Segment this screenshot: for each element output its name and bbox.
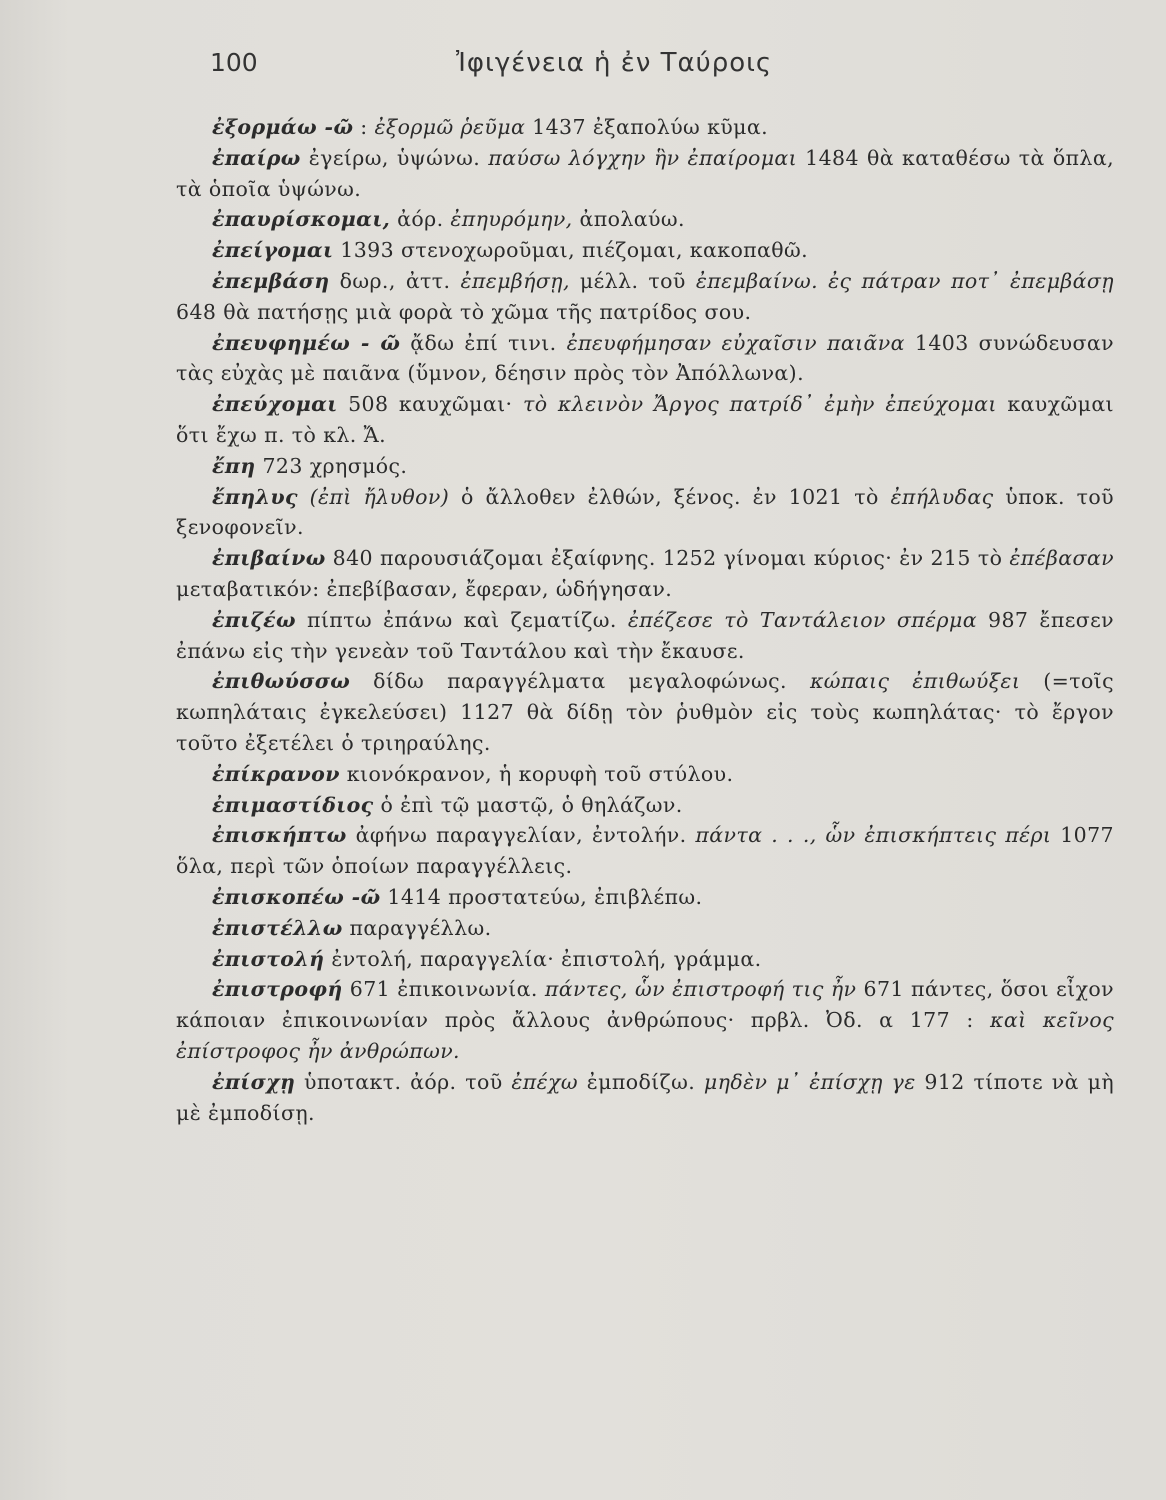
entry-text: μεταβατικόν: ἐπεβίβασαν, ἔφεραν, ὡδήγησαν.: [176, 576, 673, 601]
glossary-entry: [176, 389, 1114, 451]
entry-text: :: [353, 115, 375, 139]
entry-headword: ἐπίκρανον: [212, 761, 340, 786]
entry-text: 912 τίποτε νὰ μὴ μὲ ἐμποδίσῃ.: [176, 1069, 1115, 1125]
glossary-entry: [176, 266, 1114, 328]
entry-citation: ἐξορμῶ ῥεῦμα: [374, 115, 526, 139]
entry-text: 648 θὰ πατήσῃς μιὰ φορὰ τὸ χῶμα τῆς πατρίδος σου.: [176, 299, 752, 324]
entry-citation: (ἐπὶ ἤλυθον): [309, 484, 450, 509]
entry-citation: ἐπεμβαίνω. ἐς πάτραν ποτ᾽ ἐπεμβάσῃ: [695, 268, 1114, 293]
entry-text: ἀόρ.: [390, 207, 451, 232]
entry-text: 1403 συνώδευσαν τὰς εὐχὰς μὲ παιᾶνα (ὕμνον, δέησιν πρὸς τὸν Ἀπόλλωνα).: [176, 330, 1115, 386]
entry-headword: ἐπαίρω: [212, 145, 301, 170]
glossary-entry: [176, 451, 1114, 482]
entry-text: ἀφήνω παραγγελίαν, ἐντολήν.: [346, 823, 696, 848]
entry-text: παραγγέλλω.: [342, 915, 492, 940]
entry-text: ἐμποδίζω.: [577, 1069, 704, 1094]
entry-text: ἐγείρω, ὑψώνω.: [300, 145, 489, 170]
glossary-text: [176, 112, 1114, 1128]
entry-text: δωρ., ἀττ.: [329, 268, 461, 293]
entry-text: δίδω παραγγέλματα μεγαλοφώνως.: [350, 669, 810, 694]
entry-headword: ἐπαυρίσκομαι,: [212, 207, 391, 232]
glossary-entry: [176, 1067, 1114, 1129]
entry-text: [298, 485, 310, 509]
entry-text: 1437 ἐξαπολύω κῦμα.: [525, 115, 769, 139]
glossary-entry: [176, 143, 1114, 205]
entry-headword: ἐπιβαίνω: [212, 546, 326, 571]
entry-citation: ἐπεμβήσῃ,: [460, 268, 570, 293]
glossary-entry: [176, 944, 1114, 975]
page-header: [210, 48, 1110, 88]
entry-headword: ἐπίσχῃ: [212, 1069, 296, 1094]
entry-headword: ἔπηλυς: [212, 484, 298, 509]
glossary-entry: [176, 543, 1114, 605]
entry-headword: ἐπεμβάση: [212, 268, 330, 293]
entry-citation: ἐπέβασαν: [1009, 546, 1114, 571]
glossary-entry: [176, 204, 1114, 235]
entry-headword: ἐπισκήπτω: [212, 823, 347, 848]
entry-citation: ἐπευφήμησαν εὐχαῖσιν παιᾶνα: [566, 330, 905, 355]
entry-headword: ἐπείγομαι: [212, 238, 334, 263]
entry-headword: ἐπιστέλλω: [212, 915, 343, 940]
entry-headword: ἔπη: [212, 453, 256, 478]
entry-headword: ἐπιστολή: [212, 946, 325, 971]
entry-text: 840 παρουσιάζομαι ἐξαίφνης. 1252 γίνομαι κύριος· ἐν 215 τὸ: [325, 546, 1010, 571]
glossary-entry: [176, 112, 1114, 143]
entry-citation: ἐπήλυδας: [890, 484, 994, 509]
entry-citation: κώπαις ἐπιθωύξει: [809, 669, 1021, 694]
entry-text: 508 καυχῶμαι·: [337, 392, 523, 417]
entry-headword: ἐπιθωύσσω: [212, 669, 351, 694]
glossary-entry: [176, 328, 1114, 390]
entry-text: ὁ ἄλλοθεν ἐλθών, ξένος. ἐν 1021 τὸ: [449, 484, 891, 509]
entry-text: (=τοῖς κωπηλάταις ἐγκελεύσει) 1127 θὰ δίδῃ τὸν ῥυθμὸν εἰς τοὺς κωπηλάτας· τὸ ἔργον τοῦτο ἐξετέλει ὁ τριηραύλης.: [176, 669, 1115, 755]
entry-headword: ἐπιζέω: [212, 607, 296, 632]
glossary-entry: [176, 974, 1114, 1066]
glossary-entry: [176, 790, 1114, 821]
entry-citation: παύσω λόγχην ἣν ἐπαίρομαι: [488, 145, 798, 170]
entry-citation: καὶ κεῖνος ἐπίστροφος ἦν ἀνθρώπων.: [176, 1008, 1114, 1063]
glossary-entry: [176, 820, 1114, 882]
entry-text: πίπτω ἐπάνω καὶ ζεματίζω.: [295, 607, 628, 632]
glossary-entry: [176, 235, 1114, 266]
entry-citation: πάντα . . ., ὧν ἐπισκήπτεις πέρι: [695, 823, 1052, 848]
entry-text: ὑποτακτ. ἀόρ. τοῦ: [295, 1069, 512, 1094]
entry-text: 987 ἔπεσεν ἐπάνω εἰς τὴν γενεὰν τοῦ Ταντάλου καὶ τὴν ἔκαυσε.: [176, 607, 1114, 663]
entry-text: ὁ ἐπὶ τῷ μαστῷ, ὁ θηλάζων.: [373, 792, 683, 817]
entry-citation: τὸ κλεινὸν Ἄργος πατρίδ᾽ ἐμὴν ἐπεύχομαι: [522, 392, 997, 417]
entry-citation: μηδὲν μ᾽ ἐπίσχῃ γε: [703, 1069, 916, 1094]
glossary-entry: [176, 666, 1114, 758]
glossary-entry: [176, 882, 1114, 913]
entry-text: καυχῶμαι ὅτι ἔχω π. τὸ κλ. Ἄ.: [176, 392, 1114, 447]
entry-headword: ἐπεύχομαι: [212, 392, 338, 417]
entry-text: κιονόκρανον, ἡ κορυφὴ τοῦ στύλου.: [339, 761, 734, 786]
entry-text: ᾄδω ἐπί τινι.: [400, 330, 567, 355]
entry-citation: ἐπέζεσε τὸ Ταντάλειον σπέρμα: [627, 607, 977, 632]
entry-citation: πάντες, ὧν ἐπιστροφή τις ἦν: [544, 977, 857, 1002]
entry-headword: ἐπισκοπέω -ῶ: [212, 884, 381, 909]
entry-text: 723 χρησμός.: [255, 453, 408, 478]
entry-text: ἐντολή, παραγγελία· ἐπιστολή, γράμμα.: [324, 946, 762, 971]
entry-headword: ἐπιστροφή: [212, 977, 343, 1002]
running-title: Ἰφιγένεια ἡ ἐν Ταύροις: [456, 48, 773, 78]
entry-headword: ἐπιμαστίδιος: [212, 792, 374, 817]
entry-headword: ἐπευφημέω - ῶ: [212, 330, 401, 355]
glossary-entry: [176, 759, 1114, 790]
entry-text: 1077 ὅλα, περὶ τῶν ὁποίων παραγγέλλεις.: [176, 823, 1114, 879]
entry-text: 1393 στενοχωροῦμαι, πιέζομαι, κακοπαθῶ.: [333, 238, 809, 263]
entry-headword: ἐξορμάω -ῶ: [212, 115, 354, 139]
entry-text: μέλλ. τοῦ: [569, 268, 696, 293]
entry-text: ὑποκ. τοῦ ξενοφονεῖν.: [176, 484, 1114, 540]
entry-text: 1484 θὰ καταθέσω τὰ ὅπλα, τὰ ὁποῖα ὑψώνω.: [176, 145, 1114, 201]
entry-text: 1414 προστατεύω, ἐπιβλέπω.: [380, 884, 703, 909]
glossary-entry: [176, 913, 1114, 944]
glossary-entry: [176, 605, 1114, 667]
glossary-entry: [176, 482, 1114, 544]
page-number: 100: [210, 48, 258, 77]
entry-text: 671 ἐπικοινωνία.: [342, 977, 545, 1002]
entry-citation: ἐπέχω: [511, 1069, 578, 1094]
entry-citation: ἐπηυρόμην,: [450, 207, 573, 232]
entry-text: 671 πάντες, ὅσοι εἶχον κάποιαν ἐπικοινωνίαν πρὸς ἄλλους ἀνθρώπους· πρβλ. Ὀδ. α 177 :: [176, 977, 1114, 1033]
entry-text: ἀπολαύω.: [572, 207, 685, 232]
